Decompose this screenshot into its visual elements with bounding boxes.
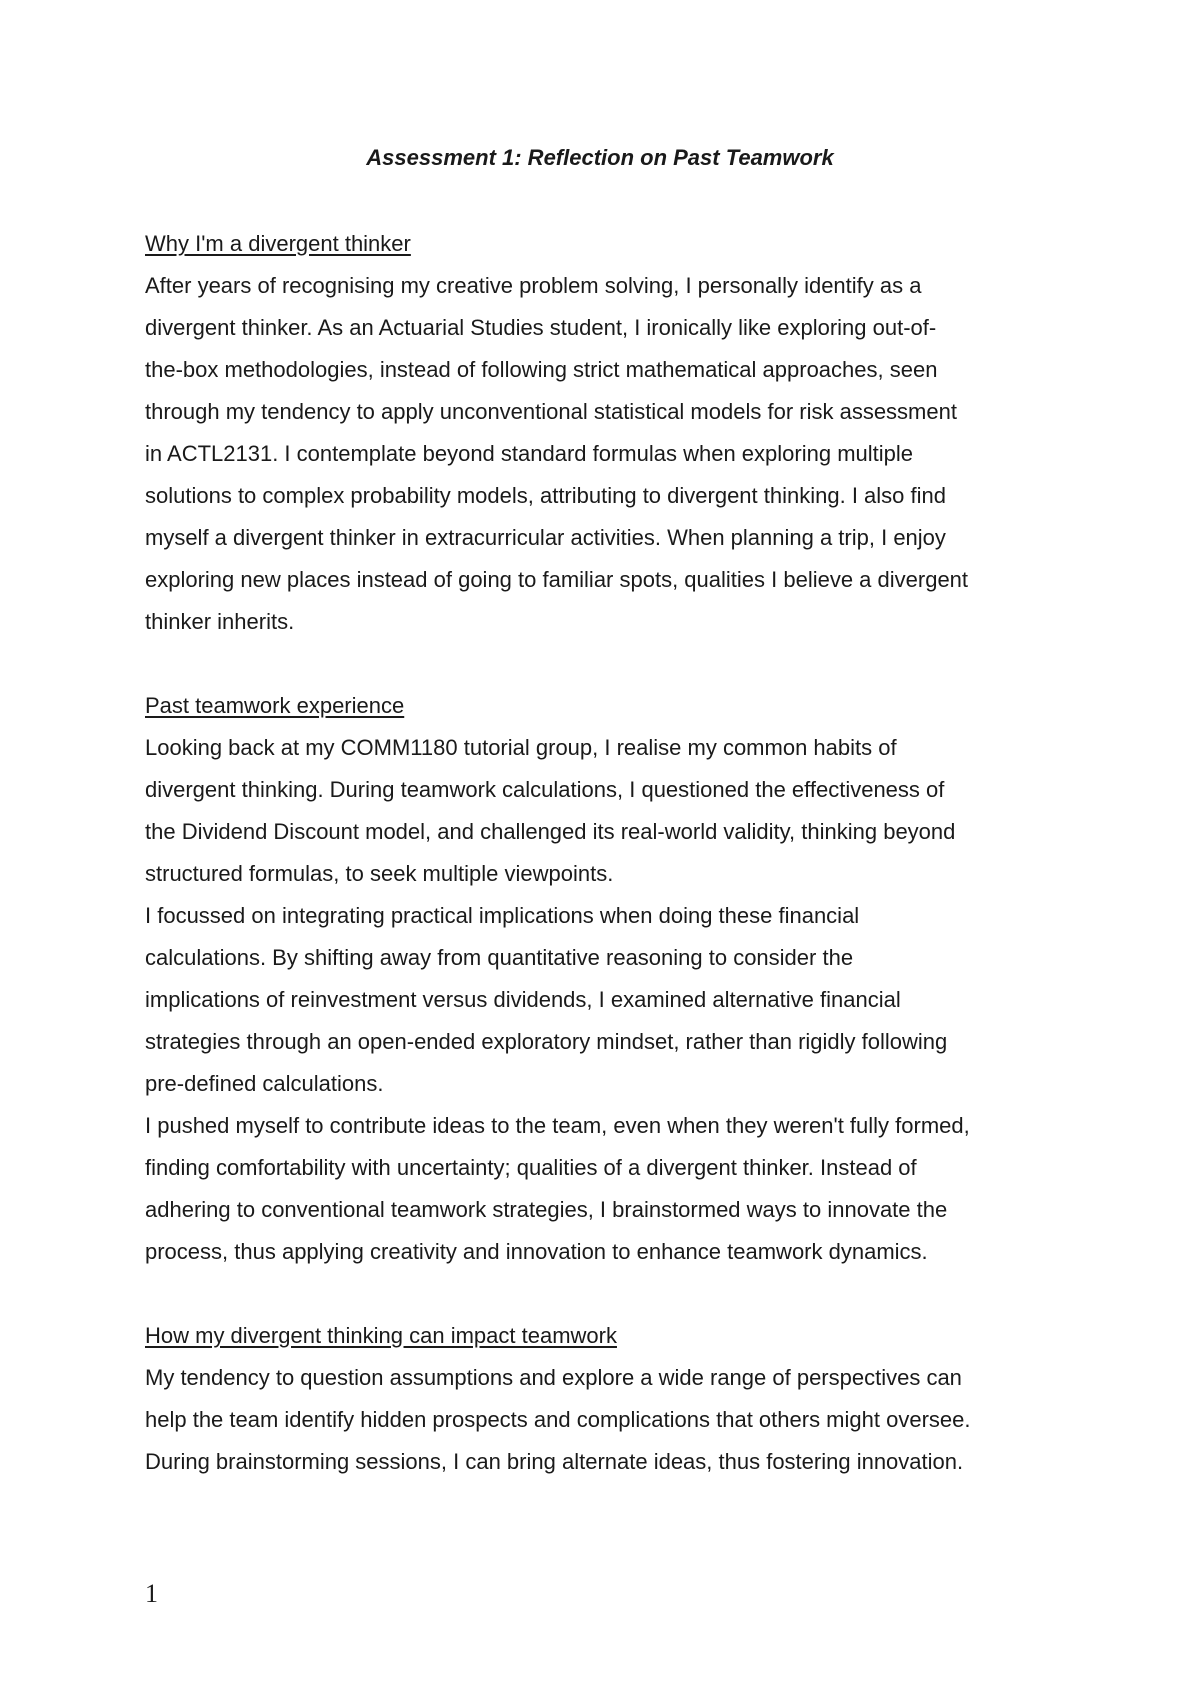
paragraph-line: Looking back at my COMM1180 tutorial group, I realise my common habits of — [145, 735, 897, 760]
paragraph-line: myself a divergent thinker in extracurricular activities. When planning a trip, I enjoy — [145, 525, 946, 550]
paragraph-spacer — [145, 643, 1065, 685]
paragraph-line: strategies through an open-ended exploratory mindset, rather than rigidly following — [145, 1029, 948, 1054]
paragraph-line: structured formulas, to seek multiple viewpoints. — [145, 861, 614, 886]
paragraph-line: divergent thinking. During teamwork calculations, I questioned the effectiveness of — [145, 777, 945, 802]
document-title: Assessment 1: Reflection on Past Teamwork — [366, 145, 834, 170]
paragraph-line: I focussed on integrating practical implications when doing these financial — [145, 903, 860, 928]
paragraph-line: divergent thinker. As an Actuarial Studies student, I ironically like exploring out-of- — [145, 315, 937, 340]
paragraph-spacer — [145, 1273, 1065, 1315]
paragraph-line: process, thus applying creativity and innovation to enhance teamwork dynamics. — [145, 1239, 928, 1264]
paragraph-line: pre-defined calculations. — [145, 1071, 384, 1096]
paragraph-line: calculations. By shifting away from quantitative reasoning to consider the — [145, 945, 854, 970]
paragraph-line: the-box methodologies, instead of following strict mathematical approaches, seen — [145, 357, 938, 382]
paragraph-line: After years of recognising my creative problem solving, I personally identify as a — [145, 273, 922, 298]
paragraph-line: solutions to complex probability models, attributing to divergent thinking. I also find — [145, 483, 946, 508]
paragraph-line: the Dividend Discount model, and challenged its real-world validity, thinking beyond — [145, 819, 956, 844]
section-heading: How my divergent thinking can impact teamwork — [145, 1323, 617, 1348]
paragraph-line: implications of reinvestment versus dividends, I examined alternative financial — [145, 987, 901, 1012]
paragraph-line: in ACTL2131. I contemplate beyond standard formulas when exploring multiple — [145, 441, 914, 466]
paragraph-line: exploring new places instead of going to familiar spots, qualities I believe a divergent — [145, 567, 969, 592]
paragraph-line: thinker inherits. — [145, 609, 295, 634]
paragraph-line: adhering to conventional teamwork strategies, I brainstormed ways to innovate the — [145, 1197, 948, 1222]
paragraph-line: I pushed myself to contribute ideas to the team, even when they weren't fully formed, — [145, 1113, 970, 1138]
document-body — [145, 223, 1065, 1483]
paragraph-line: through my tendency to apply unconventional statistical models for risk assessment — [145, 399, 957, 424]
paragraph-line: help the team identify hidden prospects and complications that others might oversee. — [145, 1407, 971, 1432]
page-number: 1 — [145, 1579, 158, 1608]
paragraph-line: finding comfortability with uncertainty; qualities of a divergent thinker. Instead of — [145, 1155, 917, 1180]
paragraph-line: My tendency to question assumptions and explore a wide range of perspectives can — [145, 1365, 962, 1390]
section-heading: Past teamwork experience — [145, 693, 405, 718]
section-heading: Why I'm a divergent thinker — [145, 231, 411, 256]
paragraph-line: During brainstorming sessions, I can bring alternate ideas, thus fostering innovation. — [145, 1449, 964, 1474]
